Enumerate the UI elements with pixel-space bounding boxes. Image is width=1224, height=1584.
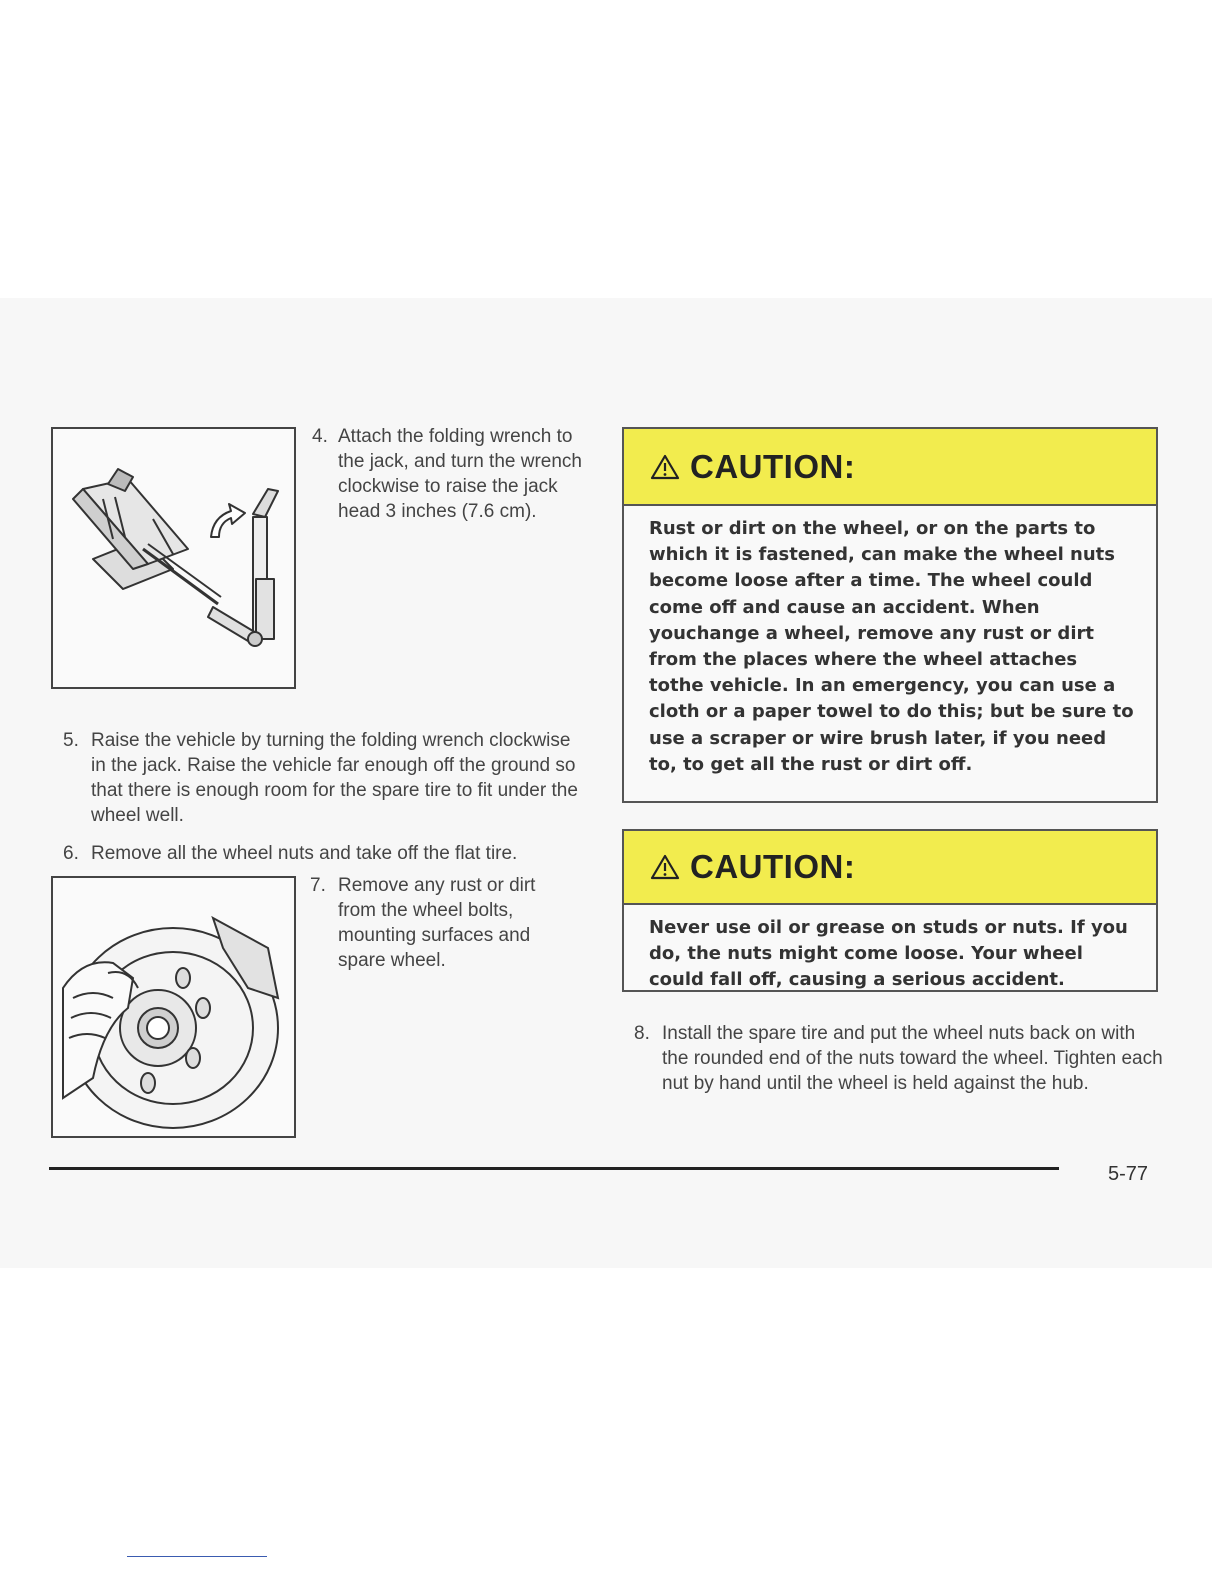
step-6-text: Remove all the wheel nuts and take off the flat tire. bbox=[91, 843, 518, 864]
step-4-text: Attach the folding wrench to the jack, and turn the wrench clockwise to raise the jack head 3 inches (7.6 cm). bbox=[338, 426, 582, 522]
step-5-text: Raise the vehicle by turning the folding wrench clockwise in the jack. Raise the vehicle far enough off the ground so that there is enough room for the spare tire to fit under the wheel well. bbox=[91, 730, 578, 826]
caution-box-oil bbox=[622, 829, 1158, 992]
page-number: 5-77 bbox=[1108, 1163, 1149, 1185]
caution-box-rust bbox=[622, 427, 1158, 803]
step-8-number: 8. bbox=[634, 1023, 650, 1044]
step-5 bbox=[63, 728, 588, 828]
caution-text: Rust or dirt on the wheel, or on the parts to which it is fastened, can make the wheel nuts become loose after a time. The wheel could come off and cause an accident. When youchange a wheel, remove any rust or dirt from the places where the wheel attaches tothe vehicle. In an emergency, you can use a cloth or a paper towel to do this; but be sure to use a scraper or wire brush later, if you need to, to get all the rust or dirt off. bbox=[649, 518, 1134, 775]
warning-triangle-icon bbox=[650, 854, 680, 880]
caution-text: Never use oil or grease on studs or nuts. If you do, the nuts might come loose. Your wheel could fall off, causing a serious accident. bbox=[649, 917, 1128, 991]
step-6-number: 6. bbox=[63, 843, 79, 864]
hub-drawing bbox=[53, 878, 294, 1136]
caution-title: CAUTION: bbox=[690, 848, 856, 885]
wheel-hub-illustration bbox=[51, 876, 296, 1138]
jack-wrench-illustration bbox=[51, 427, 296, 689]
caution-title: CAUTION: bbox=[690, 447, 856, 485]
step-4 bbox=[312, 424, 582, 524]
step-7-number: 7. bbox=[310, 875, 326, 896]
caution-header bbox=[624, 429, 1156, 506]
step-6 bbox=[63, 841, 588, 866]
step-5-number: 5. bbox=[63, 730, 79, 751]
step-7-text: Remove any rust or dirt from the wheel bolts, mounting surfaces and spare wheel. bbox=[338, 875, 536, 971]
jack-drawing bbox=[53, 429, 294, 687]
bottom-link-line bbox=[127, 1556, 267, 1557]
rotate-arrow-icon bbox=[211, 504, 245, 537]
step-7 bbox=[310, 873, 570, 973]
footer-rule bbox=[49, 1167, 1059, 1170]
warning-triangle-icon bbox=[650, 454, 680, 480]
caution-header bbox=[624, 831, 1156, 905]
step-4-number: 4. bbox=[312, 426, 328, 447]
step-8 bbox=[634, 1021, 1164, 1096]
step-8-text: Install the spare tire and put the wheel nuts back on with the rounded end of the nuts toward the wheel. Tighten each nut by hand until the wheel is held against the hub. bbox=[662, 1023, 1163, 1094]
